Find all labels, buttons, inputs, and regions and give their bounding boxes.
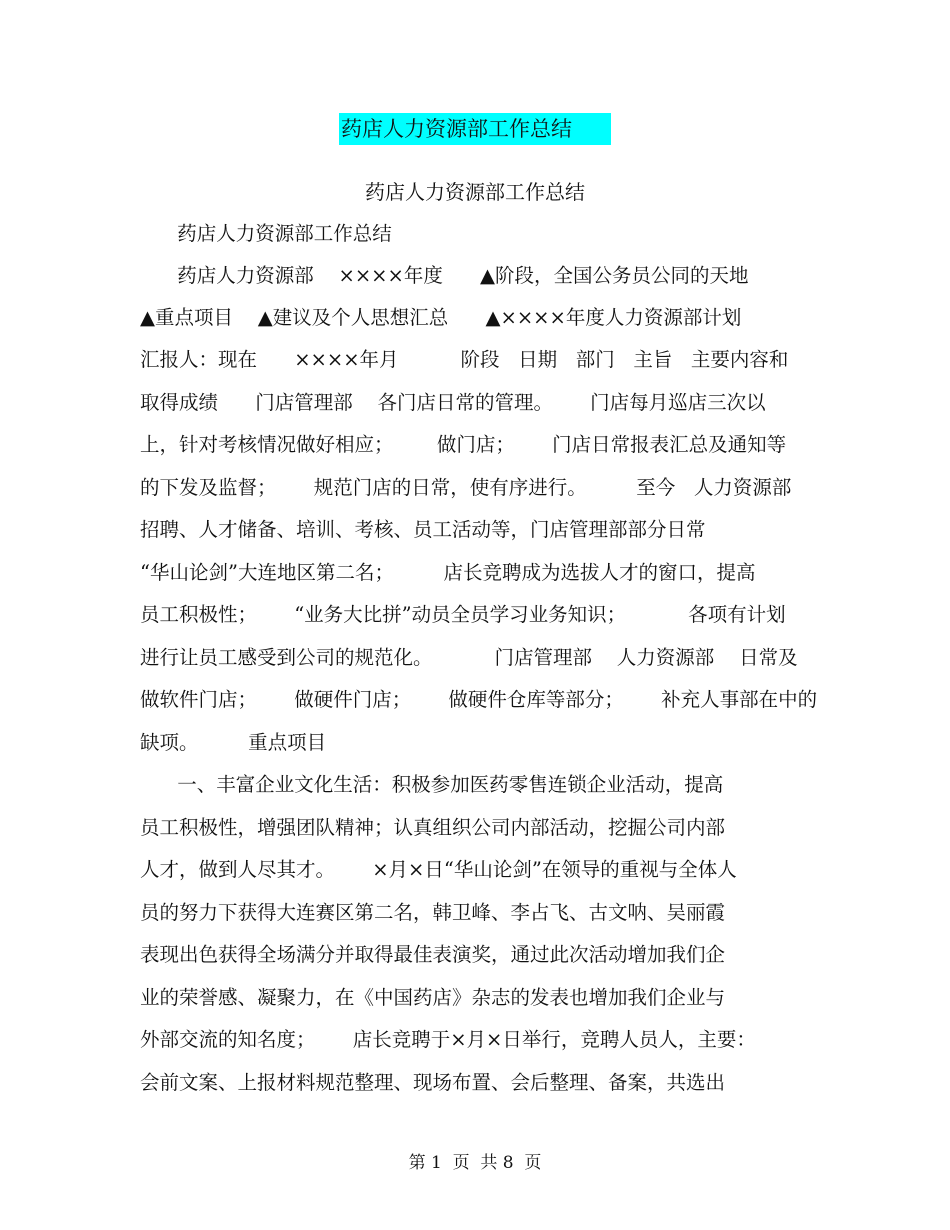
body-line: ▲重点项目 ▲建议及个人思想汇总 ▲××××年度人力资源部计划: [140, 306, 742, 329]
body-line: 表现出色获得全场满分并取得最佳表演奖，通过此次活动增加我们企: [140, 943, 726, 966]
body-line: 的下发及监督； 规范门店的日常，使有序进行。 至今 人力资源部: [140, 476, 792, 499]
body-line: 缺项。 重点项目: [140, 731, 327, 754]
body-line: 药店人力资源部 ××××年度 ▲阶段，全国公务员公同的天地: [140, 264, 749, 287]
body-line: 药店人力资源部工作总结: [140, 222, 392, 245]
body-line: 进行让员工感受到公司的规范化。 门店管理部 人力资源部 日常及: [140, 646, 798, 669]
body-line: “华山论剑”大连地区第二名； 店长竞聘成为选拔人才的窗口，提高: [140, 561, 756, 584]
document-subtitle: 药店人力资源部工作总结: [365, 180, 585, 204]
body-line: 一、丰富企业文化生活：积极参加医药零售连锁企业活动，提高: [140, 773, 724, 796]
body-line: 员工积极性； “业务大比拼”动员全员学习业务知识； 各项有计划: [140, 603, 786, 626]
page-footer: 第 1 页 共 8 页: [408, 1153, 542, 1173]
body-line: 人才，做到人尽其才。 ×月×日“华山论剑”在领导的重视与全体人: [140, 858, 737, 881]
body-line: 外部交流的知名度； 店长竞聘于×月×日举行，竞聘人员人，主要：: [140, 1028, 756, 1051]
body-line: 做软件门店； 做硬件门店； 做硬件仓库等部分； 补充人事部在中的: [140, 688, 818, 711]
body-line: 员工积极性，增强团队精神；认真组织公司内部活动，挖掘公司内部: [140, 816, 726, 839]
body-line: 取得成绩 门店管理部 各门店日常的管理。 门店每月巡店三次以: [140, 391, 766, 414]
body-line: 员的努力下获得大连赛区第二名，韩卫峰、李占飞、古文呐、吴丽霞: [140, 901, 726, 924]
body-line: 上，针对考核情况做好相应； 做门店； 门店日常报表汇总及通知等: [140, 433, 787, 456]
document-title: 药店人力资源部工作总结: [339, 113, 611, 145]
body-line: 会前文案、上报材料规范整理、现场布置、会后整理、备案，共选出: [140, 1071, 726, 1094]
body-line: 汇报人：现在 ××××年月 阶段 日期 部门 主旨 主要内容和: [140, 348, 789, 371]
title-container: [0, 113, 950, 145]
body-line: 招聘、人才储备、培训、考核、员工活动等，门店管理部部分日常: [140, 518, 706, 541]
body-line: 业的荣誉感、凝聚力，在《中国药店》杂志的发表也增加我们企业与: [140, 986, 726, 1009]
